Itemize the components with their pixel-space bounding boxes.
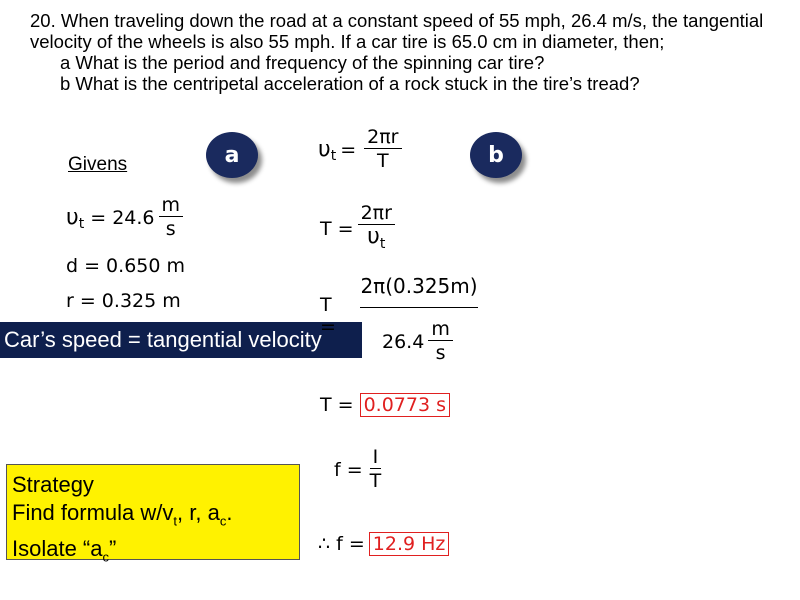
- vt-unit-denominator: s: [165, 218, 176, 240]
- vt-value: = 24.6: [90, 206, 155, 229]
- eq5-numerator: I: [370, 446, 382, 469]
- speed-banner: Car’s speed = tangential velocity: [0, 322, 362, 358]
- strategy-sub-c: c: [219, 513, 227, 529]
- eq3-numerator: 2π(0.325m): [360, 274, 478, 298]
- strategy-step-2-end: ”: [109, 536, 117, 562]
- equation-velocity-definition: [318, 126, 402, 173]
- given-diameter: d = 0.650 m: [66, 255, 186, 277]
- strategy-step-1: [12, 499, 294, 535]
- strategy-step-2: [12, 535, 294, 571]
- eq1-denominator: T: [377, 150, 389, 172]
- strategy-step-2-text: Isolate “a: [12, 536, 103, 562]
- vt-unit-numerator: m: [159, 194, 184, 217]
- frequency-answer: 12.9 Hz: [369, 532, 450, 556]
- eq5-lhs: f =: [334, 458, 363, 481]
- eq3-denominator: [382, 318, 453, 365]
- eq2-den-symbol: υ: [367, 224, 380, 249]
- marker-a: [206, 132, 258, 178]
- problem-statement: [30, 10, 790, 94]
- equation-frequency: [334, 446, 384, 493]
- strategy-title: Strategy: [12, 472, 94, 497]
- eq1-lhs: υ: [318, 137, 331, 162]
- strategy-step-1-end: .: [226, 500, 233, 525]
- strategy-sub-t: t: [173, 513, 178, 529]
- eq3-den-value: 26.4: [382, 330, 425, 353]
- eq2-den-subscript: t: [379, 235, 386, 252]
- eq3-lhs: T =: [320, 294, 336, 338]
- equation-period-isolated: [320, 202, 395, 256]
- eq2-fraction: [358, 202, 395, 256]
- part-b-question: b What is the centripetal acceleration of a rock stuck in the tire’s tread?: [60, 73, 640, 94]
- eq5-denominator: T: [369, 470, 382, 492]
- eq2-lhs: T =: [320, 217, 354, 240]
- eq6-lhs: ∴ f =: [318, 533, 365, 555]
- eq1-equals: =: [340, 138, 357, 161]
- eq1-numerator: 2πr: [364, 126, 401, 149]
- eq3-den-unit-denominator: s: [435, 342, 446, 364]
- givens-title: Givens: [68, 154, 128, 175]
- eq1-lhs-subscript: t: [330, 147, 337, 164]
- eq3-fraction-bar: [360, 307, 478, 308]
- vt-subscript: t: [78, 215, 85, 232]
- marker-a-label: a: [224, 142, 240, 168]
- period-answer: 0.0773 s: [360, 393, 450, 417]
- part-a-question: a What is the period and frequency of the spinning car tire?: [60, 52, 545, 73]
- eq2-numerator: 2πr: [358, 202, 395, 225]
- eq1-fraction: [364, 126, 401, 173]
- problem-text: 20. When traveling down the road at a constant speed of 55 mph, 26.4 m/s, the tangential velocity of the wheels is also 55 mph. If a car tire is 65.0 cm in diameter, then;: [30, 10, 764, 52]
- given-radius: r = 0.325 m: [66, 290, 181, 312]
- strategy-sub-c2: c: [102, 549, 109, 565]
- marker-b: [470, 132, 522, 178]
- eq3-den-unit: [428, 318, 453, 365]
- strategy-step-1-mid: , r, a: [177, 500, 220, 525]
- vt-unit: [159, 194, 184, 241]
- eq3-den-unit-numerator: m: [428, 318, 453, 341]
- equation-frequency-result: [318, 532, 449, 556]
- eq5-fraction: [367, 446, 385, 493]
- eq2-denominator: [364, 225, 388, 256]
- strategy-box: [6, 464, 300, 565]
- vt-symbol: υ: [66, 205, 79, 230]
- given-tangential-velocity: [66, 194, 183, 241]
- eq4-lhs: T =: [320, 394, 354, 416]
- equation-period-result: [320, 393, 450, 417]
- marker-b-label: b: [488, 142, 504, 168]
- strategy-step-1-text: Find formula w/v: [12, 500, 174, 525]
